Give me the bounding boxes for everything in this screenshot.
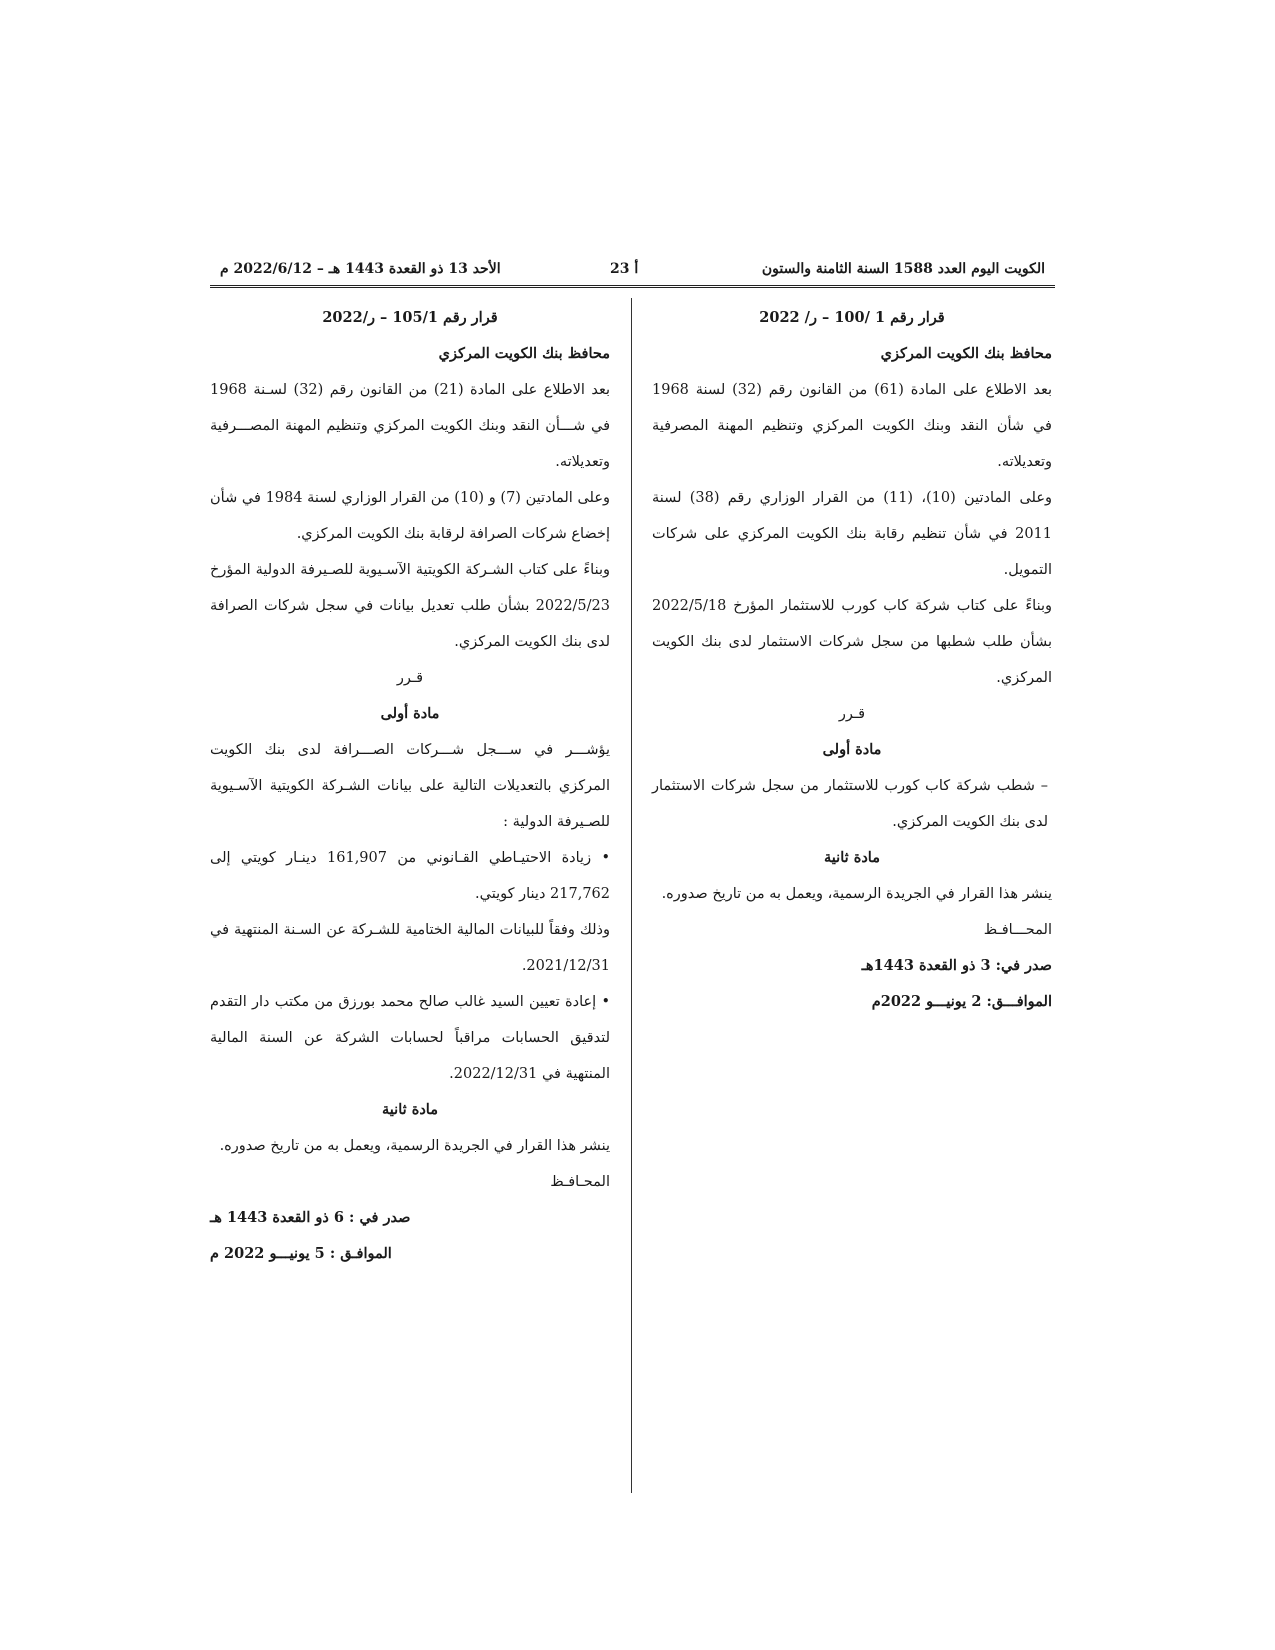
decision-paragraph: وعلى المادتين (10)، (11) من القرار الوزاري رقم (38) لسنة 2011 في شأن تنظيم رقابة بنك الكويت المركزي على شركات التمويل. [652, 490, 1052, 578]
decision-title: قرار رقم 1 /100 – ر/ 2022 [759, 309, 945, 326]
decision-paragraph: بعد الاطلاع على المادة (21) من القانون رقم (32) لسـنة 1968 في شـــأن النقد وبنك الكويت المركزي وتنظيم المهنة المصـــرفية وتعديلاته. [210, 382, 610, 470]
decision-title: قرار رقم 105/1 – ر/2022 [322, 309, 498, 326]
governor-signature: المحـــافـظ [983, 922, 1052, 938]
decision-paragraph: وبناءً على كتاب الشـركة الكويتية الآسـيوية للصـيرفة الدولية المؤرخ 2022/5/23 بشأن طلب تعديل بيانات في سجل شركات الصرافة لدى بنك الكويت المركزي. [210, 562, 610, 650]
issued-date: صدر في: 3 ذو القعدة 1443هـ [861, 957, 1052, 974]
decision-issuer: محافظ بنك الكويت المركزي [438, 345, 610, 362]
article-two-text: ينشر هذا القرار في الجريدة الرسمية، ويعمل به من تاريخ صدوره. [661, 886, 1052, 902]
decision-issuer: محافظ بنك الكويت المركزي [880, 345, 1052, 362]
header-page-number: أ 23 [610, 261, 639, 277]
governor-signature: المحـافـظ [550, 1174, 610, 1190]
decided-heading: قـرر [396, 670, 424, 686]
decision-right-column [652, 300, 1052, 1020]
article-one-heading: مادة أولى [380, 705, 440, 722]
issued-date: صدر في : 6 ذو القعدة 1443 هـ [210, 1209, 411, 1226]
corresponding-date: الموافـق : 5 يونيـــو 2022 م [210, 1245, 392, 1262]
bullet-item: • زيادة الاحتيـاطي القـانوني من 161,907 دينـار كويتي إلى 217,762 دينار كويتي. [210, 840, 610, 912]
article-one-heading: مادة أولى [822, 741, 882, 758]
bullet-item: • إعادة تعيين السيد غالب صالح محمد بورزق من مكتب دار التقدم لتدقيق الحسابات مراقباً لحسابات الشركة عن السنة المالية المنتهية في 2022/12/31. [210, 984, 610, 1092]
article-two-heading: مادة ثانية [824, 849, 880, 866]
header-date: الأحد 13 ذو القعدة 1443 هـ – 2022/6/12 م [220, 261, 501, 277]
article-two-heading: مادة ثانية [382, 1101, 438, 1118]
decision-left-column [210, 300, 610, 1272]
decided-heading: قـرر [838, 706, 866, 722]
article-one-text: – شطب شركة كاب كورب للاستثمار من سجل شركات الاستثمار لدى بنك الكويت المركزي. [652, 778, 1048, 830]
bullet-note: وذلك وفقاً للبيانات المالية الختامية للشـركة عن السـنة المنتهية في 2021/12/31. [210, 922, 610, 974]
decision-paragraph: بعد الاطلاع على المادة (61) من القانون رقم (32) لسنة 1968 في شأن النقد وبنك الكويت المركزي وتنظيم المهنة المصرفية وتعديلاته. [652, 382, 1052, 470]
corresponding-date: الموافـــق: 2 يونيـــو 2022م [871, 993, 1052, 1010]
article-one-intro: يؤشـــر في ســـجل شـــركات الصـــرافة لدى بنك الكويت المركزي بالتعديلات التالية على بيانات الشـركة الكويتية الآسـيوية للصـيرفة الدولية : [210, 742, 610, 830]
decision-paragraph: وبناءً على كتاب شركة كاب كورب للاستثمار المؤرخ 2022/5/18 بشأن طلب شطبها من سجل شركات الاستثمار لدى بنك الكويت المركزي. [652, 598, 1052, 686]
article-two-text: ينشر هذا القرار في الجريدة الرسمية، ويعمل به من تاريخ صدوره. [219, 1138, 610, 1154]
decision-paragraph: وعلى المادتين (7) و (10) من القرار الوزاري لسنة 1984 في شأن إخضاع شركات الصرافة لرقابة بنك الكويت المركزي. [210, 490, 610, 542]
header-publication: الكويت اليوم العدد 1588 السنة الثامنة والستون [761, 261, 1045, 277]
column-divider [631, 298, 632, 1493]
page-header [210, 257, 1055, 288]
